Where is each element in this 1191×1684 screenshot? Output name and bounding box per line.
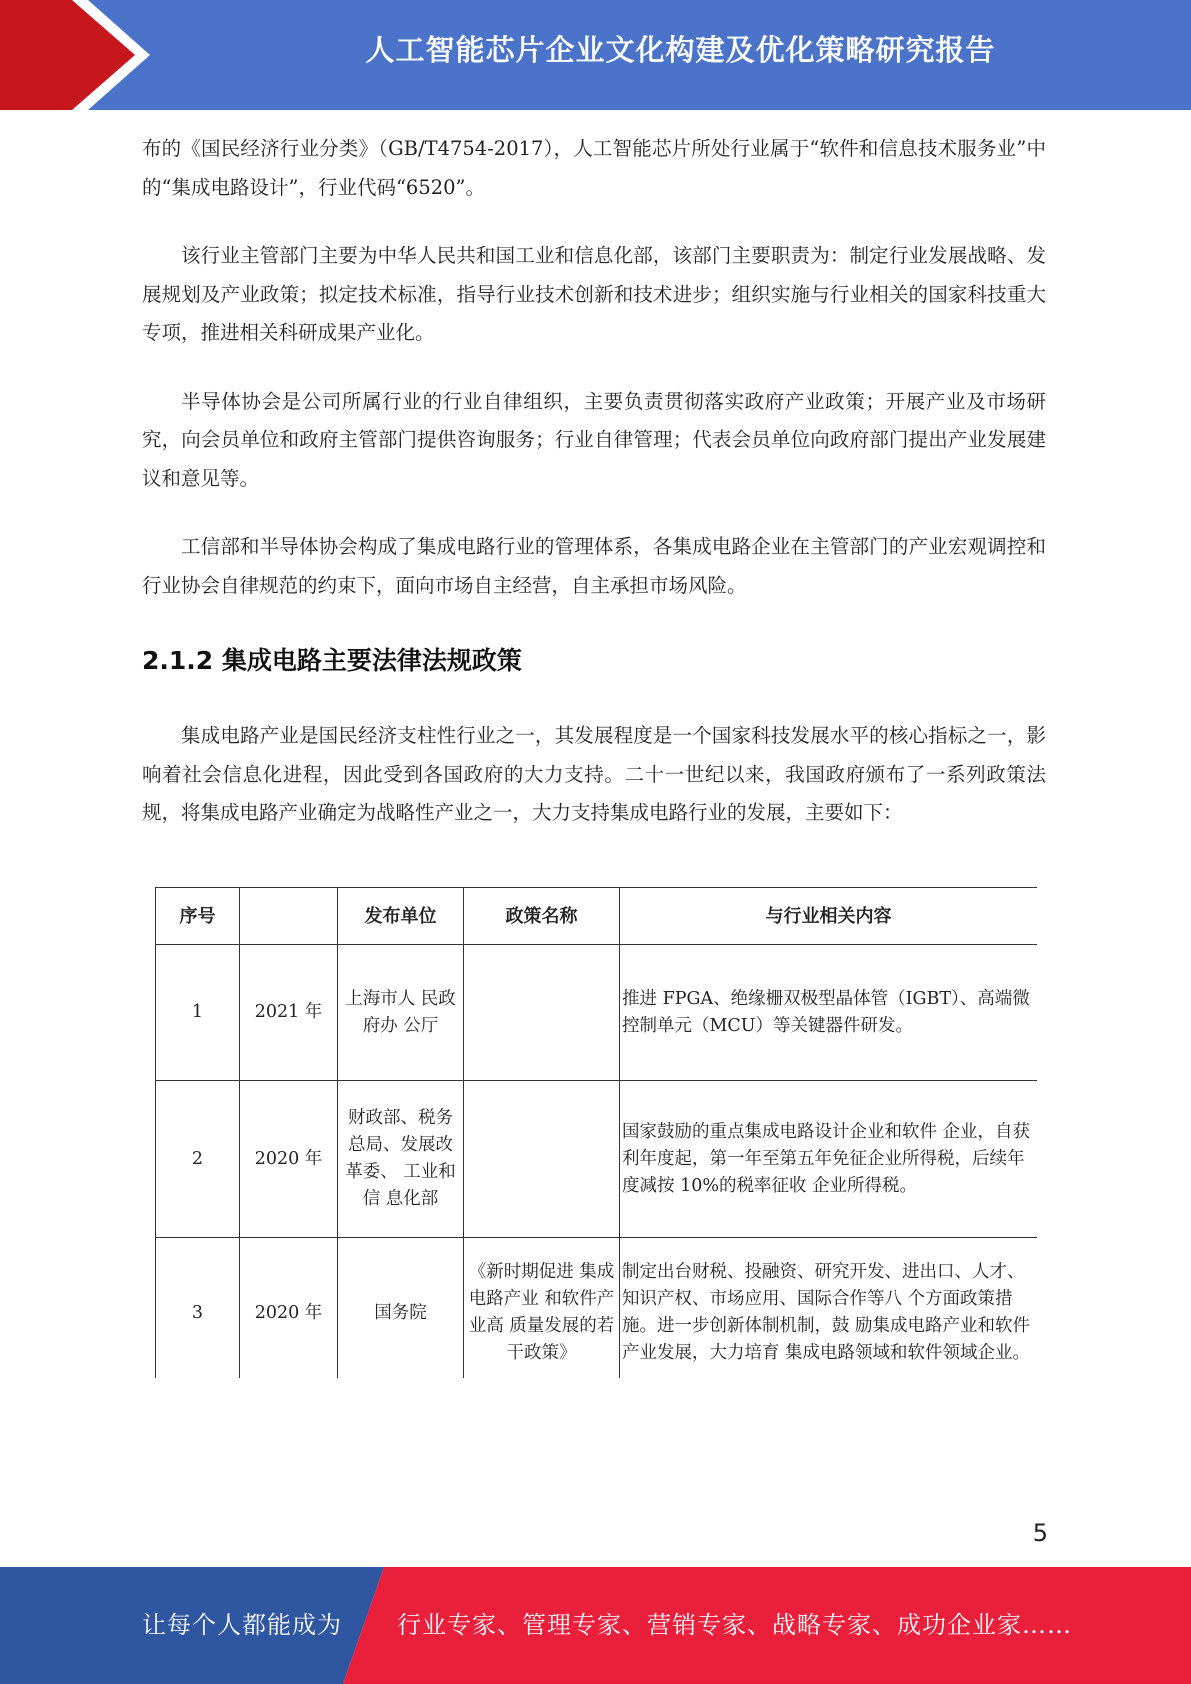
- cell-index: 1: [156, 945, 240, 1081]
- table-row: [156, 945, 1038, 1081]
- column-header-year: [240, 888, 338, 945]
- policy-table-container: [155, 887, 1037, 1378]
- section-heading: 2.1.2 集成电路主要法律法规政策: [142, 646, 522, 675]
- column-header-index: 序号: [156, 888, 240, 945]
- paragraph: 半导体协会是公司所属行业的行业自律组织，主要负责贯彻落实政府产业政策；开展产业及市场研究，向会员单位和政府主管部门提供咨询服务；行业自律管理；代表会员单位向政府部门提出产业发展建议和意见等。: [142, 389, 1046, 490]
- footer-slogan-left: 让每个人都能成为: [142, 1611, 342, 1639]
- main-content: [142, 130, 1046, 833]
- report-title: 人工智能芯片企业文化构建及优化策略研究报告: [365, 33, 996, 67]
- cell-index: 2: [156, 1081, 240, 1238]
- page-header: [0, 0, 1191, 110]
- cell-policy: [464, 1081, 620, 1238]
- table-row: [156, 1238, 1038, 1379]
- cell-issuer: 财政部、税务总局、发展改革委、 工业和信 息化部: [338, 1081, 464, 1238]
- paragraph: 工信部和半导体协会构成了集成电路行业的管理体系，各集成电路企业在主管部门的产业宏观调控和行业协会自律规范的约束下，面向市场自主经营，自主承担市场风险。: [142, 535, 1046, 597]
- paragraph: 该行业主管部门主要为中华人民共和国工业和信息化部，该部门主要职责为：制定行业发展战略、发展规划及产业政策；拟定技术标准，指导行业技术创新和技术进步；组织实施与行业相关的国家科技重大专项，推进相关科研成果产业化。: [142, 244, 1046, 344]
- cell-issuer: 国务院: [338, 1238, 464, 1379]
- cell-policy: 《新时期促进 集成电路产业 和软件产业高 质量发展的若 干政策》: [464, 1238, 620, 1379]
- cell-content: 国家鼓励的重点集成电路设计企业和软件 企业，自获利年度起，第一年至第五年免征企业所得税，后续年度减按 10%的税率征收 企业所得税。: [620, 1081, 1038, 1238]
- paragraph: 集成电路产业是国民经济支柱性行业之一，其发展程度是一个国家科技发展水平的核心指标之一，影响着社会信息化进程，因此受到各国政府的大力支持。二十一世纪以来，我国政府颁布了一系列政策法规，将集成电路产业确定为战略性产业之一，大力支持集成电路行业的发展，主要如下：: [142, 724, 1046, 824]
- cell-issuer: 上海市人 民政府办 公厅: [338, 945, 464, 1081]
- cell-year: 2021 年: [240, 945, 338, 1081]
- column-header-content: 与行业相关内容: [620, 888, 1038, 945]
- cell-index: 3: [156, 1238, 240, 1379]
- cell-content: 推进 FPGA、绝缘栅双极型晶体管（IGBT）、高端微控制单元（MCU）等关键器件研发。: [620, 945, 1038, 1081]
- cell-year: 2020 年: [240, 1081, 338, 1238]
- table-row: [156, 1081, 1038, 1238]
- column-header-issuer: 发布单位: [338, 888, 464, 945]
- table-header-row: [156, 888, 1038, 945]
- paragraph: 布的《国民经济行业分类》（GB/T4754-2017），人工智能芯片所处行业属于“软件和信息技术服务业”中的“集成电路设计”，行业代码“6520”。: [142, 137, 1046, 199]
- page-footer: [0, 1567, 1191, 1684]
- column-header-policy: 政策名称: [464, 888, 620, 945]
- page-number: 5: [1032, 1519, 1048, 1547]
- policy-table: [155, 887, 1037, 1378]
- cell-year: 2020 年: [240, 1238, 338, 1379]
- footer-slogan-right: 行业专家、管理专家、营销专家、战略专家、成功企业家……: [397, 1611, 1072, 1639]
- cell-policy: [464, 945, 620, 1081]
- cell-content: 制定出台财税、投融资、研究开发、进出口、人才、知识产权、市场应用、国际合作等八 个方面政策措施。进一步创新体制机制，鼓 励集成电路产业和软件产业发展，大力培育 集成电路领域和软件领域企业。: [620, 1238, 1038, 1379]
